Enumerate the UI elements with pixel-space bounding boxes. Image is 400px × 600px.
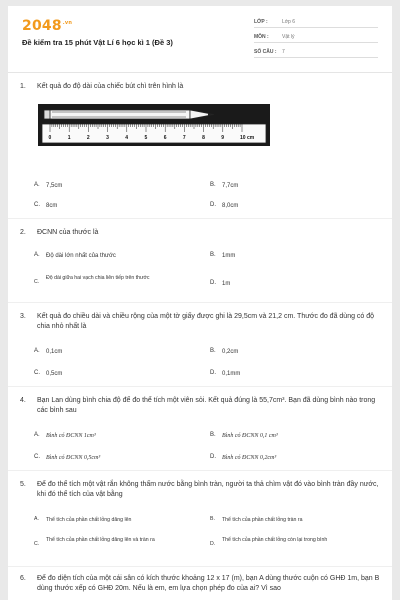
option-4c[interactable]: [34, 454, 194, 464]
option-text: 8cm: [46, 203, 58, 209]
question-divider: [8, 302, 392, 303]
option-3a[interactable]: [34, 348, 194, 358]
question-stem: Kết quả đo chiều dài và chiều rộng của một tờ giấy được ghi là 29,5cm và 21,2 cm. Thước đo đã dùng có độ chia nhỏ nhất là: [37, 313, 375, 330]
option-text: Thể tích của phần chất lỏng dâng lên: [46, 517, 132, 523]
option-2d[interactable]: [210, 280, 370, 290]
exam-title: Đề kiểm tra 15 phút Vật Lí 6 học kì 1 (Đề 3): [22, 38, 173, 47]
ruler-label: 9: [221, 135, 225, 141]
question-divider: [8, 218, 392, 219]
meta-key: SỐ CÂU :: [254, 49, 277, 55]
question-divider: [8, 566, 392, 567]
option-text: Bình có ĐCNN 1cm³: [46, 433, 96, 439]
option-letter: B.: [210, 348, 216, 354]
option-5c[interactable]: [34, 536, 204, 556]
logo-tld: .vn: [62, 20, 73, 27]
ruler-label: 5: [144, 135, 148, 141]
ruler-label: 8: [202, 135, 205, 141]
option-letter: C.: [34, 541, 40, 547]
meta-value: Lớp 6: [282, 19, 296, 25]
ruler-label: 10 cm: [240, 135, 255, 141]
meta-value: 7: [282, 49, 285, 55]
option-3b[interactable]: [210, 348, 370, 358]
exam-sheet: [8, 6, 392, 600]
option-2b[interactable]: [210, 252, 370, 262]
option-text: 0,5cm: [46, 371, 63, 377]
option-letter: A.: [34, 182, 40, 188]
option-2a[interactable]: [34, 252, 194, 262]
option-text: Bình có ĐCNN 0,2cm³: [222, 455, 277, 461]
option-text: Bình có ĐCNN 0,1 cm³: [222, 433, 278, 439]
meta-value: Vật lý: [282, 34, 295, 40]
option-letter: C.: [34, 202, 40, 208]
option-text: Thể tích của phần chất lỏng dâng lên và tràn ra: [46, 537, 155, 543]
question-number: 6.: [20, 575, 26, 582]
option-1b[interactable]: [210, 182, 370, 192]
meta-question-count: [254, 46, 378, 58]
option-text: 1m: [222, 281, 231, 287]
option-letter: C.: [34, 370, 40, 376]
question-number: 2.: [20, 229, 26, 236]
option-5a[interactable]: [34, 516, 204, 526]
option-4d[interactable]: [210, 454, 370, 464]
option-letter: B.: [210, 516, 215, 522]
option-4b[interactable]: [210, 432, 370, 442]
question-divider: [8, 386, 392, 387]
meta-subject: [254, 31, 378, 43]
option-text: 0,1mm: [222, 371, 241, 377]
option-text: 8,0cm: [222, 203, 239, 209]
question-stem: Kết quả đo độ dài của chiếc bút chì trên hình là: [37, 83, 184, 90]
question-number: 1.: [20, 83, 26, 90]
option-1d[interactable]: [210, 202, 370, 212]
ruler-label: 4: [125, 135, 129, 141]
option-text: Độ dài lớn nhất của thước: [46, 253, 116, 259]
option-text: 0,2cm: [222, 349, 239, 355]
option-5d[interactable]: [210, 536, 380, 556]
question-stem: Để đo thể tích một vật rắn không thấm nước bằng bình tràn, người ta thả chìm vật đó vào bình tràn đầy nước, khi đó thể tích của vật bằng: [37, 481, 379, 498]
question-number: 3.: [20, 313, 26, 320]
question-number: 4.: [20, 397, 26, 404]
option-1c[interactable]: [34, 202, 194, 212]
ruler-label: 0: [48, 135, 52, 141]
logo-text: 2048: [22, 18, 62, 34]
option-letter: B.: [210, 252, 216, 258]
option-3d[interactable]: [210, 370, 370, 380]
option-letter: A.: [34, 516, 39, 522]
option-1a[interactable]: [34, 182, 194, 192]
pencil-icon: [44, 110, 214, 119]
exam-header: [8, 6, 392, 68]
option-3c[interactable]: [34, 370, 194, 380]
ruler-figure: [38, 104, 270, 146]
option-letter: B.: [210, 182, 216, 188]
ruler-label: 1: [67, 135, 71, 141]
site-logo[interactable]: [22, 18, 72, 34]
option-letter: D.: [210, 454, 216, 460]
ruler-label: 2: [86, 135, 90, 141]
question-stem: Để đo diện tích của một cái sân có kích thước khoảng 12 x 17 (m), bạn A dùng thước cuộn có GHĐ 1m, bạn B dùng thước xếp có GHĐ 20m. Nếu là em, em lựa chọn phép đo của ai? Vì sao: [37, 575, 380, 592]
header-divider: [8, 72, 392, 73]
option-letter: A.: [34, 432, 40, 438]
option-letter: D.: [210, 541, 216, 547]
ruler-label: 6: [163, 135, 167, 141]
meta-class: [254, 16, 378, 28]
option-5b[interactable]: [210, 516, 380, 526]
question-divider: [8, 470, 392, 471]
option-letter: C.: [34, 454, 40, 460]
option-text: Thể tích của phần chất lỏng còn lại trong bình: [222, 537, 328, 543]
question-stem: ĐCNN của thước là: [37, 229, 99, 236]
question-number: 5.: [20, 481, 26, 488]
option-4a[interactable]: [34, 432, 194, 442]
question-stem: Bạn Lan dùng bình chia độ để đo thể tích một viên sỏi. Kết quả đúng là 55,7cm³. Bạn đã dùng bình nào trong các bình sau: [37, 397, 376, 414]
option-letter: D.: [210, 202, 216, 208]
option-text: 0,1cm: [46, 349, 63, 355]
option-text: Thể tích của phần chất lỏng tràn ra: [222, 517, 303, 523]
option-letter: D.: [210, 370, 216, 376]
option-text: 7,5cm: [46, 183, 63, 189]
option-text: Độ dài giữa hai vạch chia liên tiếp trên thước: [46, 275, 150, 281]
ruler-label: 3: [106, 135, 109, 141]
option-2c[interactable]: [34, 274, 194, 294]
option-text: 1mm: [222, 253, 236, 259]
option-letter: C.: [34, 279, 40, 285]
pencil-ruler-image: [38, 104, 270, 146]
option-text: 7,7cm: [222, 183, 239, 189]
meta-key: MÔN :: [254, 34, 269, 40]
option-letter: D.: [210, 280, 216, 286]
option-letter: A.: [34, 252, 40, 258]
option-letter: B.: [210, 432, 216, 438]
ruler-label: 7: [182, 135, 186, 141]
option-letter: A.: [34, 348, 40, 354]
meta-key: LỚP :: [254, 19, 268, 25]
option-text: Bình có ĐCNN 0,5cm³: [46, 455, 101, 461]
